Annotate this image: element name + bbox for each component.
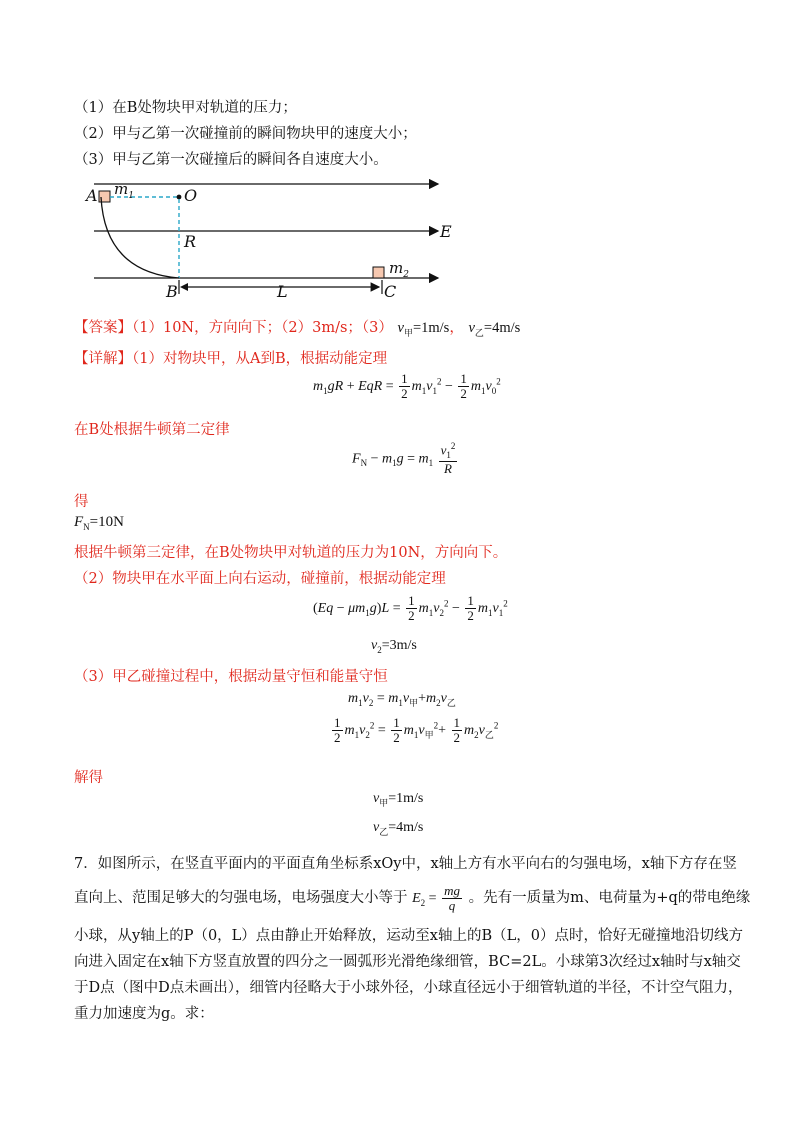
physics-diagram — [80, 172, 460, 302]
problem7-line5: 于D点（图中D点未画出），细管内径略大于小球外径，小球直径远小于细管轨道的半径，不计空气阻力， — [74, 980, 743, 996]
label-m2: $m_2$ — [389, 259, 409, 280]
label-R: R — [184, 232, 197, 251]
answer-tag: 【答案】 — [74, 320, 132, 336]
answer-vjia: $v_甲=1m/s$ — [397, 320, 450, 338]
equation-energy: $\frac{1}{2}$ $m_1v_2^2$ = $\frac{1}{2}$ $m_1v_甲^2+$ $\frac{1}{2}$ $m_2v_乙^2$ — [334, 715, 499, 746]
problem7-line4: 向进入固定在x轴下方竖直放置的四分之一圆弧形光滑绝缘细管，BC=2L。小球第3次经过x轴时与x轴交 — [74, 954, 741, 970]
question-1: （1）在B处物块甲对轨道的压力； — [74, 100, 297, 116]
problem7-line3: 小球，从y轴上的P（0，L）点由静止开始释放，运动至x轴上的B（L，0）点时，恰好无碰撞地沿切线方 — [74, 928, 743, 944]
problem7-line6: 重力加速度为g。求： — [74, 1006, 214, 1022]
result-vyi: $v_乙=4m/s$ — [373, 820, 424, 837]
detail-de: 得 — [74, 494, 89, 510]
equation-momentum: $m_1v_2 = m_1v_甲+m_2v_乙$ — [348, 691, 456, 708]
equation-work-energy-1: $m_1gR$ + EqR = $\frac{1}{2}$ $m_1v_1^2$ − $\frac{1}{2}$ $m_1v_0^2$ — [313, 371, 501, 402]
answer-part1: （1）10N，方向向下；（2）3m/s；（3） — [132, 320, 393, 336]
question-2: （2）甲与乙第一次碰撞前的瞬间物块甲的速度大小； — [74, 126, 417, 142]
label-m1: $m_1$ — [114, 180, 134, 201]
detail-step5: （3）甲乙碰撞过程中，根据动量守恒和能量守恒 — [74, 669, 388, 685]
detail-step3: 根据牛顿第三定律，在B处物块甲对轨道的压力为10N，方向向下。 — [74, 545, 508, 561]
label-E: E — [440, 222, 452, 241]
detail-step2: 在B处根据牛顿第二定律 — [74, 422, 230, 438]
label-C: C — [384, 282, 397, 301]
arc-track — [101, 197, 179, 278]
detail-step1: 【详解】（1）对物块甲，从A到B，根据动能定理 — [74, 351, 388, 367]
label-O: O — [184, 186, 198, 205]
result-fn: $F_N=10N$ — [74, 514, 124, 532]
detail-jiede: 解得 — [74, 770, 103, 786]
question-3: （3）甲与乙第一次碰撞后的瞬间各自速度大小。 — [74, 152, 388, 168]
label-A: A — [86, 186, 98, 205]
result-v2: $v_2=3m/s$ — [371, 638, 417, 655]
answer-line: 【答案】（1）10N，方向向下；（2）3m/s；（3） $v_甲=1m/s$， $v_乙=4m/s$ — [74, 320, 521, 338]
equation-newton-second: $F_N - m_1g = m_1$ $\frac{v_1^2}{R}$ — [352, 441, 456, 476]
equation-e2: $E_2$ = $\frac{mg}{q}$ — [412, 883, 460, 914]
label-L: L — [277, 282, 288, 301]
point-O — [177, 195, 182, 200]
problem7-line1: 7．如图所示，在竖直平面内的平面直角坐标系xOy中，x轴上方有水平向右的匀强电场，x轴下方存在竖 — [74, 856, 737, 872]
label-B: B — [166, 282, 178, 301]
detail-step4: （2）物块甲在水平面上向右运动，碰撞前，根据动能定理 — [74, 571, 446, 587]
block-m2 — [373, 267, 384, 278]
result-vjia: $v_甲=1m/s$ — [373, 791, 424, 808]
problem7-line2: 直向上、范围足够大的匀强电场，电场强度大小等于 $E_2$ = $\frac{mg}{q}$ 。先有一质量为m、电荷量为+q的带电绝缘 — [74, 883, 751, 914]
answer-vyi: $v_乙=4m/s$ — [468, 320, 521, 338]
equation-work-energy-2: $(Eq - \mu m_1g)L$ = $\frac{1}{2}$ $m_1v_2^2$ − $\frac{1}{2}$ $m_1v_1^2$ — [313, 593, 508, 624]
